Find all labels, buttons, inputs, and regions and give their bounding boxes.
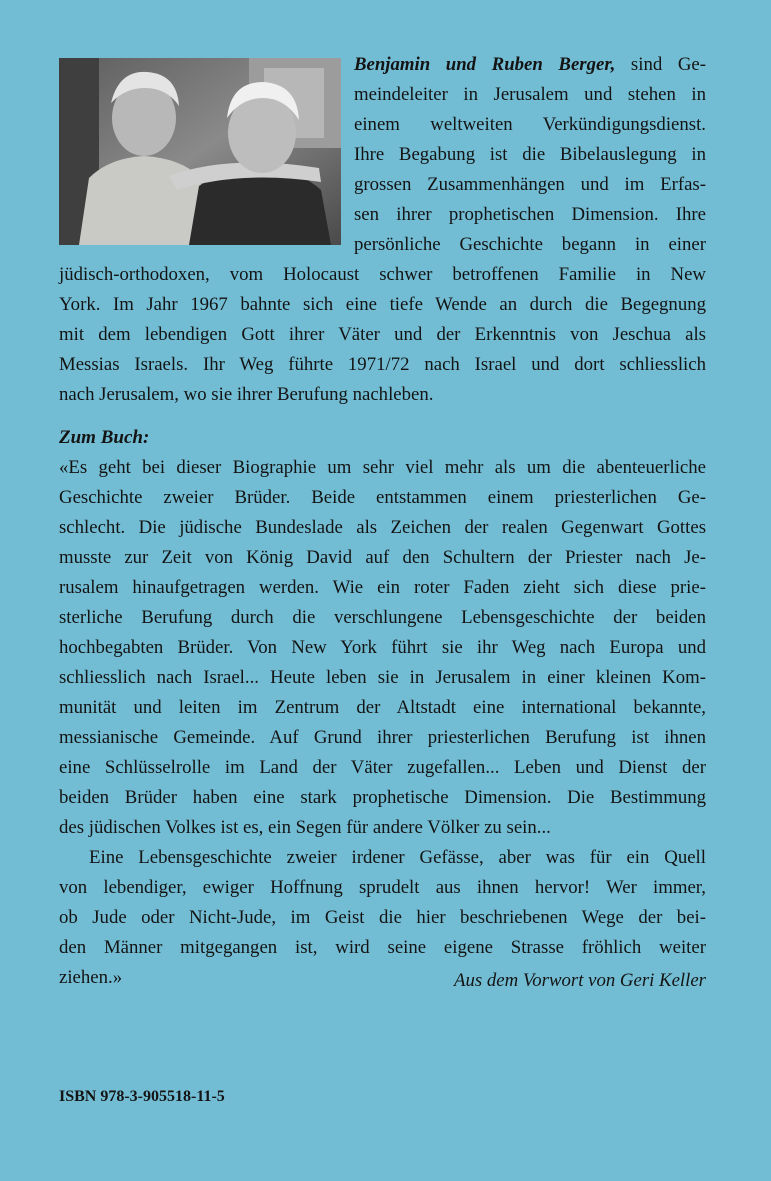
blurb-line: «Es geht bei dieser Biographie um sehr viel mehr als um die abenteuerliche <box>59 457 706 478</box>
author-photo-image <box>59 58 341 245</box>
author-photo <box>59 58 341 245</box>
blurb-line: sterliche Berufung durch die verschlungene Lebensgeschichte der beiden <box>59 607 706 628</box>
bio-line: meindeleiter in Jerusalem und stehen in <box>354 84 706 105</box>
blurb-line: hochbegabten Brüder. Von New York führt sie ihr Weg nach Europa und <box>59 637 706 658</box>
bio-line: Ihre Begabung ist die Bibelauslegung in <box>354 144 706 165</box>
bio-line: einem weltweiten Verkündigungsdienst. <box>354 114 706 135</box>
blurb-line: schlecht. Die jüdische Bundeslade als Zeichen der realen Gegenwart Gottes <box>59 517 706 538</box>
blurb-line: ziehen.» <box>59 967 123 988</box>
blurb-line: schliesslich nach Israel... Heute leben sie in Jerusalem in einer kleinen Kom- <box>59 667 706 688</box>
bio-line: jüdisch-orthodoxen, vom Holocaust schwer betroffenen Familie in New <box>59 264 706 285</box>
blurb-line: messianische Gemeinde. Auf Grund ihrer priesterlichen Berufung ist ihnen <box>59 727 706 748</box>
bio-line: grossen Zusammenhängen und im Erfas- <box>354 174 706 195</box>
blurb-line: Geschichte zweier Brüder. Beide entstammen einem priesterlichen Ge- <box>59 487 706 508</box>
blurb-line: Eine Lebensgeschichte zweier irdener Gefässe, aber was für ein Quell <box>89 847 706 868</box>
bio-line: Messias Israels. Ihr Weg führte 1971/72 nach Israel und dort schliesslich <box>59 354 706 375</box>
blurb-line: musste zur Zeit von König David auf den Schultern der Priester nach Je- <box>59 547 706 568</box>
blurb-line: munität und leiten im Zentrum der Altstadt eine international bekannte, <box>59 697 706 718</box>
isbn: ISBN 978-3-905518-11-5 <box>59 1088 225 1105</box>
blurb-line: rusalem hinaufgetragen werden. Wie ein roter Faden zieht sich diese prie- <box>59 577 706 598</box>
bio-line: persönliche Geschichte begann in einer <box>354 234 706 255</box>
bio-line <box>354 54 706 76</box>
blurb-line: des jüdischen Volkes ist es, ein Segen für andere Völker zu sein... <box>59 817 551 838</box>
blurb-line: den Männer mitgegangen ist, wird seine eigene Strasse fröhlich weiter <box>59 937 706 958</box>
bio-line: sen ihrer prophetischen Dimension. Ihre <box>354 204 706 225</box>
blurb-line: eine Schlüsselrolle im Land der Väter zugefallen... Leben und Dienst der <box>59 757 706 778</box>
bio-line: nach Jerusalem, wo sie ihrer Berufung nachleben. <box>59 384 434 405</box>
bio-line: mit dem lebendigen Gott ihrer Väter und der Erkenntnis von Jeschua als <box>59 324 706 345</box>
blurb-line: beiden Brüder haben eine stark prophetische Dimension. Die Bestimmung <box>59 787 706 808</box>
section-heading: Zum Buch: <box>59 427 150 448</box>
foreword-attribution: Aus dem Vorwort von Geri Keller <box>454 970 706 991</box>
bio-line: York. Im Jahr 1967 bahnte sich eine tiefe Wende an durch die Begegnung <box>59 294 706 315</box>
bio-text: sind Ge- <box>615 54 706 75</box>
blurb-line: ob Jude oder Nicht-Jude, im Geist die hier beschriebenen Wege der bei- <box>59 907 706 928</box>
author-names: Benjamin und Ruben Berger, <box>354 54 616 75</box>
blurb-line: von lebendiger, ewiger Hoffnung sprudelt aus ihnen hervor! Wer immer, <box>59 877 706 898</box>
